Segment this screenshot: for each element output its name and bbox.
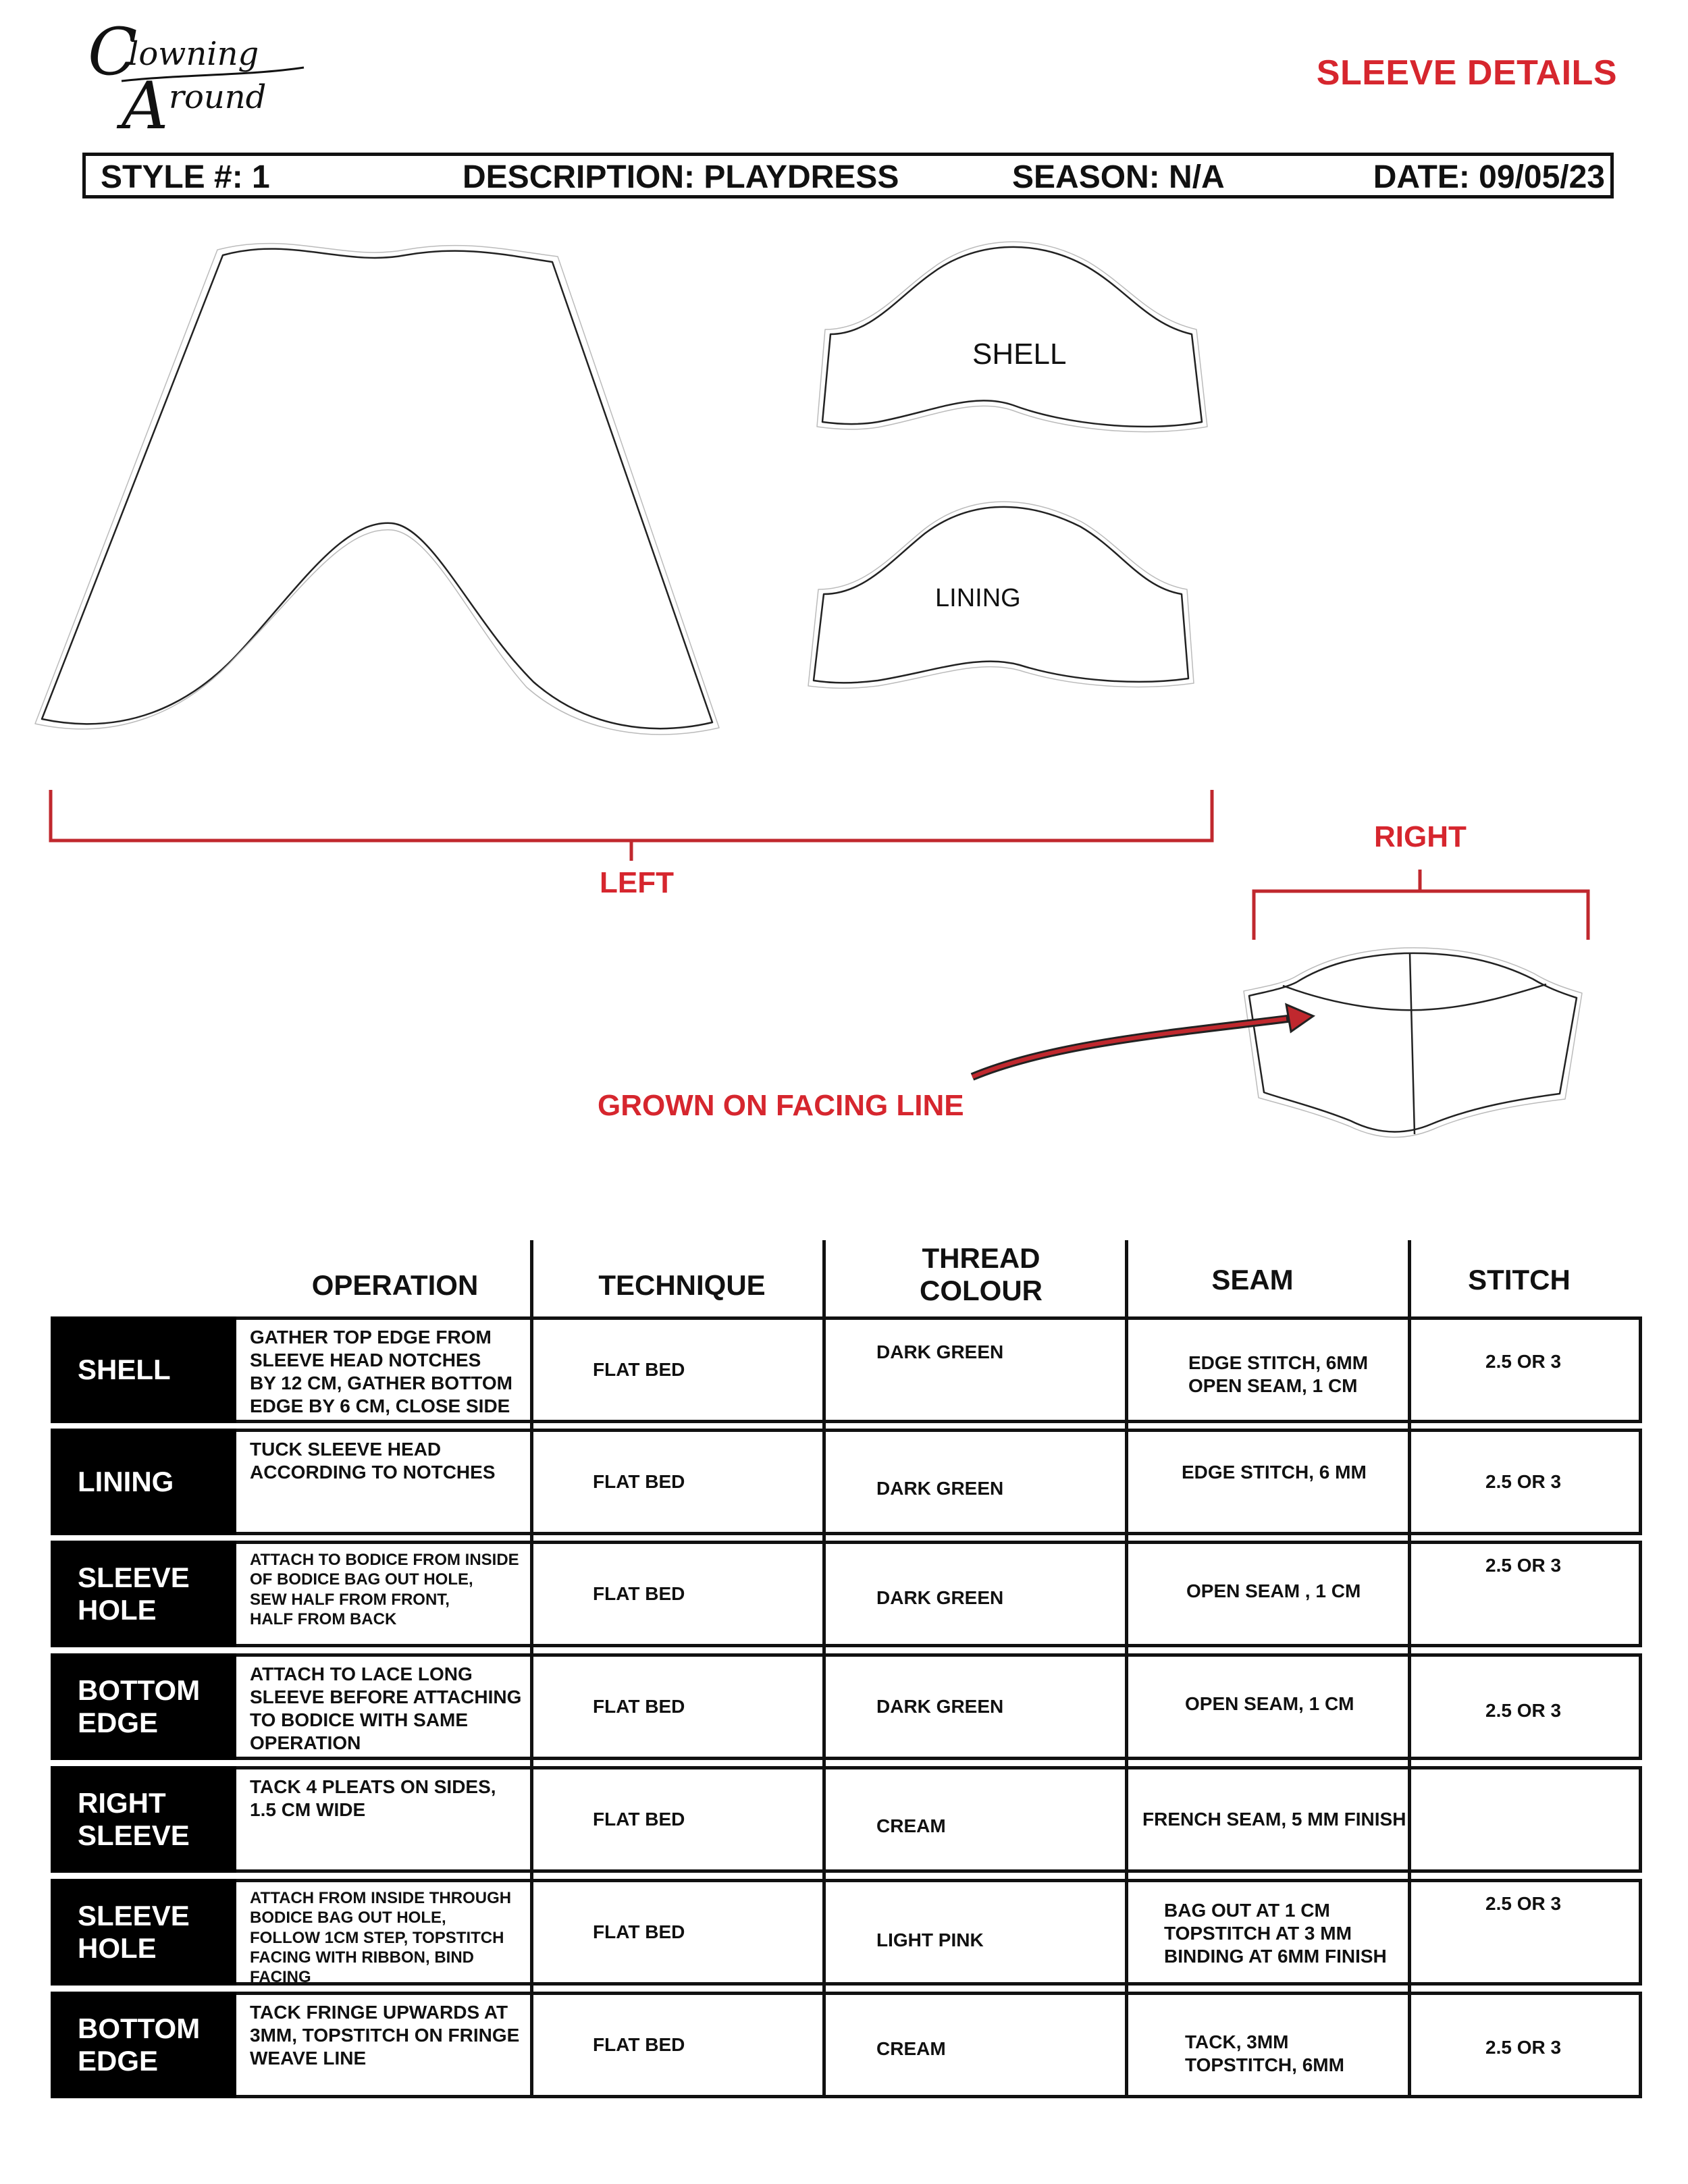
column-header: THREAD COLOUR <box>920 1242 1043 1307</box>
technique-cell: FLAT BED <box>593 1359 685 1380</box>
row-label: BOTTOM EDGE <box>51 1653 236 1760</box>
description: DESCRIPTION: PLAYDRESS <box>463 159 899 195</box>
stitch-cell: 2.5 OR 3 <box>1485 1351 1562 1372</box>
left-label: LEFT <box>600 866 674 899</box>
seam-cell: OPEN SEAM, 1 CM <box>1185 1693 1354 1714</box>
svg-text:lowning: lowning <box>128 35 259 73</box>
column-header: STITCH <box>1468 1264 1571 1296</box>
operation-cell: TACK FRINGE UPWARDS AT 3MM, TOPSTITCH ON FRINGE WEAVE LINE <box>250 2002 520 2069</box>
operation-cell: GATHER TOP EDGE FROM SLEEVE HEAD NOTCHES BY 12 CM, GATHER BOTTOM EDGE BY 6 CM, CLOSE SIDE <box>250 1327 512 1417</box>
shell-label: SHELL <box>972 338 1067 371</box>
stitch-cell: 2.5 OR 3 <box>1485 1471 1562 1492</box>
brand-logo-art <box>81 20 324 142</box>
left-bracket <box>51 790 1212 841</box>
seam-cell: FRENCH SEAM, 5 MM FINISH <box>1142 1809 1406 1830</box>
svg-text:round: round <box>169 78 267 116</box>
thread-colour-cell: LIGHT PINK <box>876 1929 984 1950</box>
column-header: SEAM <box>1211 1264 1294 1296</box>
row-label: RIGHT SLEEVE <box>51 1766 236 1873</box>
operation-cell: TACK 4 PLEATS ON SIDES, 1.5 CM WIDE <box>250 1776 496 1821</box>
header-box <box>82 153 1614 198</box>
seam-cell: EDGE STITCH, 6MM OPEN SEAM, 1 CM <box>1188 1352 1369 1397</box>
seam-cell: TACK, 3MM TOPSTITCH, 6MM <box>1185 2031 1344 2076</box>
stitch-cell: 2.5 OR 3 <box>1485 1700 1562 1721</box>
brand-logo <box>81 20 324 142</box>
thread-colour-cell: DARK GREEN <box>876 1587 1004 1608</box>
document-title: SLEEVE DETAILS <box>1316 53 1617 92</box>
technique-cell: FLAT BED <box>593 1583 685 1604</box>
technique-cell: FLAT BED <box>593 1809 685 1830</box>
operation-cell: ATTACH TO LACE LONG SLEEVE BEFORE ATTACHING TO BODICE WITH SAME OPERATION <box>250 1663 522 1754</box>
thread-colour-cell: DARK GREEN <box>876 1478 1004 1499</box>
seam-cell: EDGE STITCH, 6 MM <box>1182 1462 1367 1483</box>
technique-cell: FLAT BED <box>593 1696 685 1717</box>
row-label: SLEEVE HOLE <box>51 1879 236 1986</box>
facing-arrow-head <box>1286 1005 1313 1032</box>
left-sleeve-piece <box>42 249 712 729</box>
thread-colour-cell: DARK GREEN <box>876 1696 1004 1717</box>
stitch-cell: 2.5 OR 3 <box>1485 1893 1562 1914</box>
svg-text:C: C <box>88 20 138 90</box>
operation-cell: TUCK SLEEVE HEAD ACCORDING TO NOTCHES <box>250 1439 496 1483</box>
thread-colour-cell: CREAM <box>876 2038 946 2059</box>
row-label: SHELL <box>51 1316 236 1423</box>
lining-label: LINING <box>935 584 1021 612</box>
season: SEASON: N/A <box>1012 159 1225 195</box>
facing-arrow <box>972 1018 1293 1077</box>
thread-colour-cell: DARK GREEN <box>876 1341 1004 1362</box>
seam-cell: BAG OUT AT 1 CM TOPSTITCH AT 3 MM BINDING AT 6MM FINISH <box>1164 1900 1387 1967</box>
technique-cell: FLAT BED <box>593 2034 685 2055</box>
row-label: SLEEVE HOLE <box>51 1541 236 1647</box>
row-label: LINING <box>51 1429 236 1535</box>
style-number: STYLE #: 1 <box>101 159 270 195</box>
stitch-cell: 2.5 OR 3 <box>1485 2037 1562 2058</box>
shell-piece <box>822 247 1202 427</box>
svg-text:A: A <box>122 68 169 142</box>
column-header: TECHNIQUE <box>598 1269 766 1301</box>
technique-cell: FLAT BED <box>593 1921 685 1942</box>
facing-label: GROWN ON FACING LINE <box>598 1089 964 1122</box>
date: DATE: 09/05/23 <box>1373 159 1605 195</box>
technique-cell: FLAT BED <box>593 1471 685 1492</box>
pattern-diagram <box>0 203 1688 1215</box>
right-bracket <box>1254 891 1588 940</box>
row-label: BOTTOM EDGE <box>51 1992 236 2098</box>
column-header: OPERATION <box>311 1269 479 1301</box>
operation-cell: ATTACH FROM INSIDE THROUGH BODICE BAG OUT HOLE, FOLLOW 1CM STEP, TOPSTITCH FACING WITH RIBBON, BIND FACING <box>250 1889 512 1987</box>
operation-cell: ATTACH TO BODICE FROM INSIDE OF BODICE BAG OUT HOLE, SEW HALF FROM FRONT, HALF FROM BACK <box>250 1551 519 1628</box>
thread-colour-cell: CREAM <box>876 1815 946 1836</box>
seam-cell: OPEN SEAM , 1 CM <box>1186 1580 1361 1601</box>
right-label: RIGHT <box>1374 820 1467 853</box>
stitch-cell: 2.5 OR 3 <box>1485 1555 1562 1576</box>
